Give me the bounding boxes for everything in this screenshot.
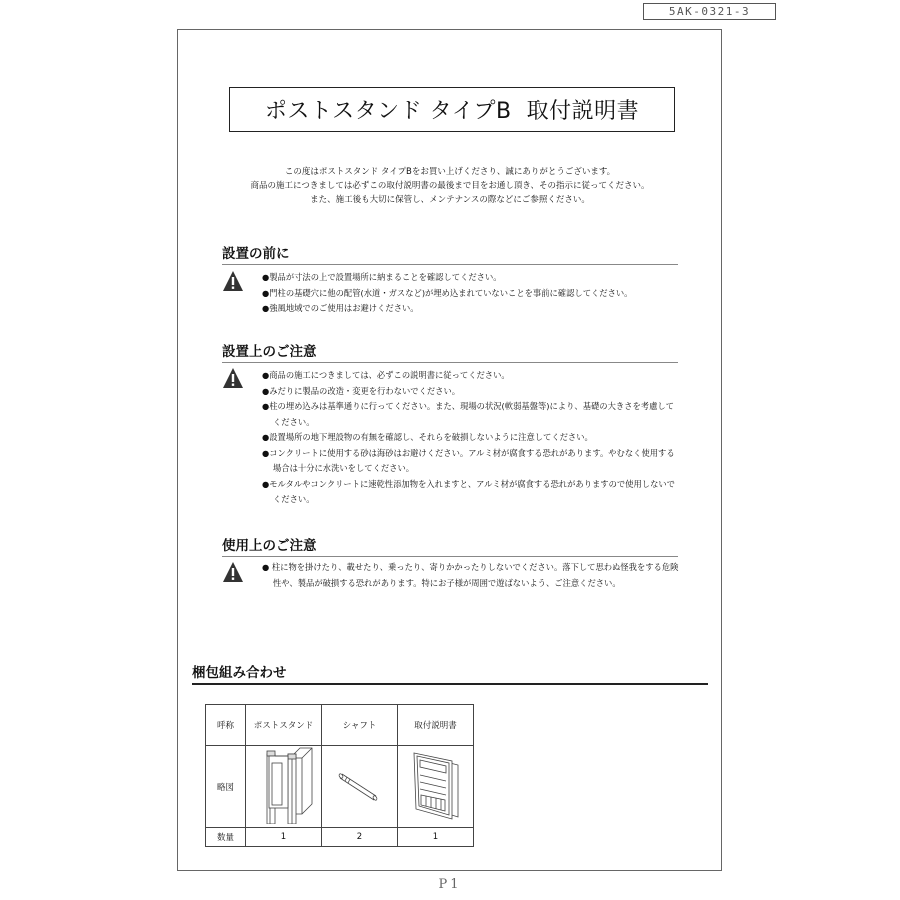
post-stand-icon xyxy=(254,746,314,824)
manual-icon xyxy=(406,749,466,821)
list-item: ●門柱の基礎穴に他の配管(水道・ガスなど)が埋め込まれていないことを事前に確認してください。 xyxy=(262,287,633,298)
item-qty: 1 xyxy=(398,828,474,847)
section-title-install-cautions: 設置上のご注意 xyxy=(222,343,678,363)
list-item: ●みだりに製品の改造・変更を行わないでください。 xyxy=(262,385,461,396)
intro-line: この度はポストスタンド タイプBをお買い上げくださり、誠にありがとうございます。 xyxy=(284,167,616,177)
list-item: ●商品の施工につきましては、必ずこの説明書に従ってください。 xyxy=(262,370,510,380)
table-row xyxy=(206,746,474,828)
table-row xyxy=(206,828,474,847)
list-item: ●モルタルやコンクリートに速乾性添加物を入れますと、アルミ材が腐食する恐れがありますので使用しないでください。 xyxy=(262,478,675,504)
list-item: ●製品が寸法の上で設置場所に納まることを確認してください。 xyxy=(262,272,502,282)
package-contents-table xyxy=(205,704,474,847)
package-contents-title: 梱包組み合わせ xyxy=(192,664,708,685)
intro-paragraph xyxy=(200,165,700,207)
item-name: 取付説明書 xyxy=(398,705,474,746)
section-list-before-install xyxy=(262,270,682,317)
section-list-usage-cautions xyxy=(262,560,682,591)
section-title-usage-cautions: 使用上のご注意 xyxy=(222,537,678,557)
warning-triangle-icon xyxy=(222,270,244,292)
page-number: P1 xyxy=(438,877,462,892)
list-item: ● 柱に物を掛けたり、載せたり、乗ったり、寄りかかったりしないでください。落下して思わぬ怪我をする危険性や、製品が破損する恐れがあります。特にお子様が周囲で遊ばないよう、ご注意ください。 xyxy=(262,562,679,588)
item-qty: 2 xyxy=(322,828,398,847)
document-title-text: ポストスタンド タイプB 取付説明書 xyxy=(264,99,640,124)
item-qty: 1 xyxy=(246,828,322,847)
shaft-figure xyxy=(322,746,398,828)
list-item: ●柱の埋め込みは基準通りに行ってください。また、現場の状況(軟弱基盤等)により、基礎の大きさを考慮してください。 xyxy=(262,401,674,427)
list-item: ●コンクリートに使用する砂は海砂はお避けください。アルミ材が腐食する恐れがあります。やむなく使用する場合は十分に水洗いをしてください。 xyxy=(262,447,675,473)
intro-line: また、施工後も大切に保管し、メンテナンスの際などにご参照ください。 xyxy=(310,195,590,205)
intro-line: 商品の施工につきましては必ずこの取付説明書の最後まで目をお通し頂き、その指示に従ってください。 xyxy=(250,181,650,191)
row-label: 呼称 xyxy=(206,705,246,746)
post-stand-figure xyxy=(246,746,322,828)
warning-triangle-icon xyxy=(222,367,244,389)
document-code: 5AK-0321-3 xyxy=(643,3,776,20)
table-row xyxy=(206,705,474,746)
row-label: 数量 xyxy=(206,828,246,847)
row-label: 略図 xyxy=(206,746,246,828)
item-name: ポストスタンド xyxy=(246,705,322,746)
shaft-icon xyxy=(330,755,390,815)
document-title xyxy=(229,87,675,132)
list-item: ●強風地域でのご使用はお避けください。 xyxy=(262,303,419,313)
warning-triangle-icon xyxy=(222,561,244,583)
list-item: ●設置場所の地下埋設物の有無を確認し、それらを破損しないように注意してください。 xyxy=(262,432,593,442)
item-name: シャフト xyxy=(322,705,398,746)
manual-figure xyxy=(398,746,474,828)
section-list-install-cautions xyxy=(262,368,682,508)
section-title-before-install: 設置の前に xyxy=(222,245,678,265)
